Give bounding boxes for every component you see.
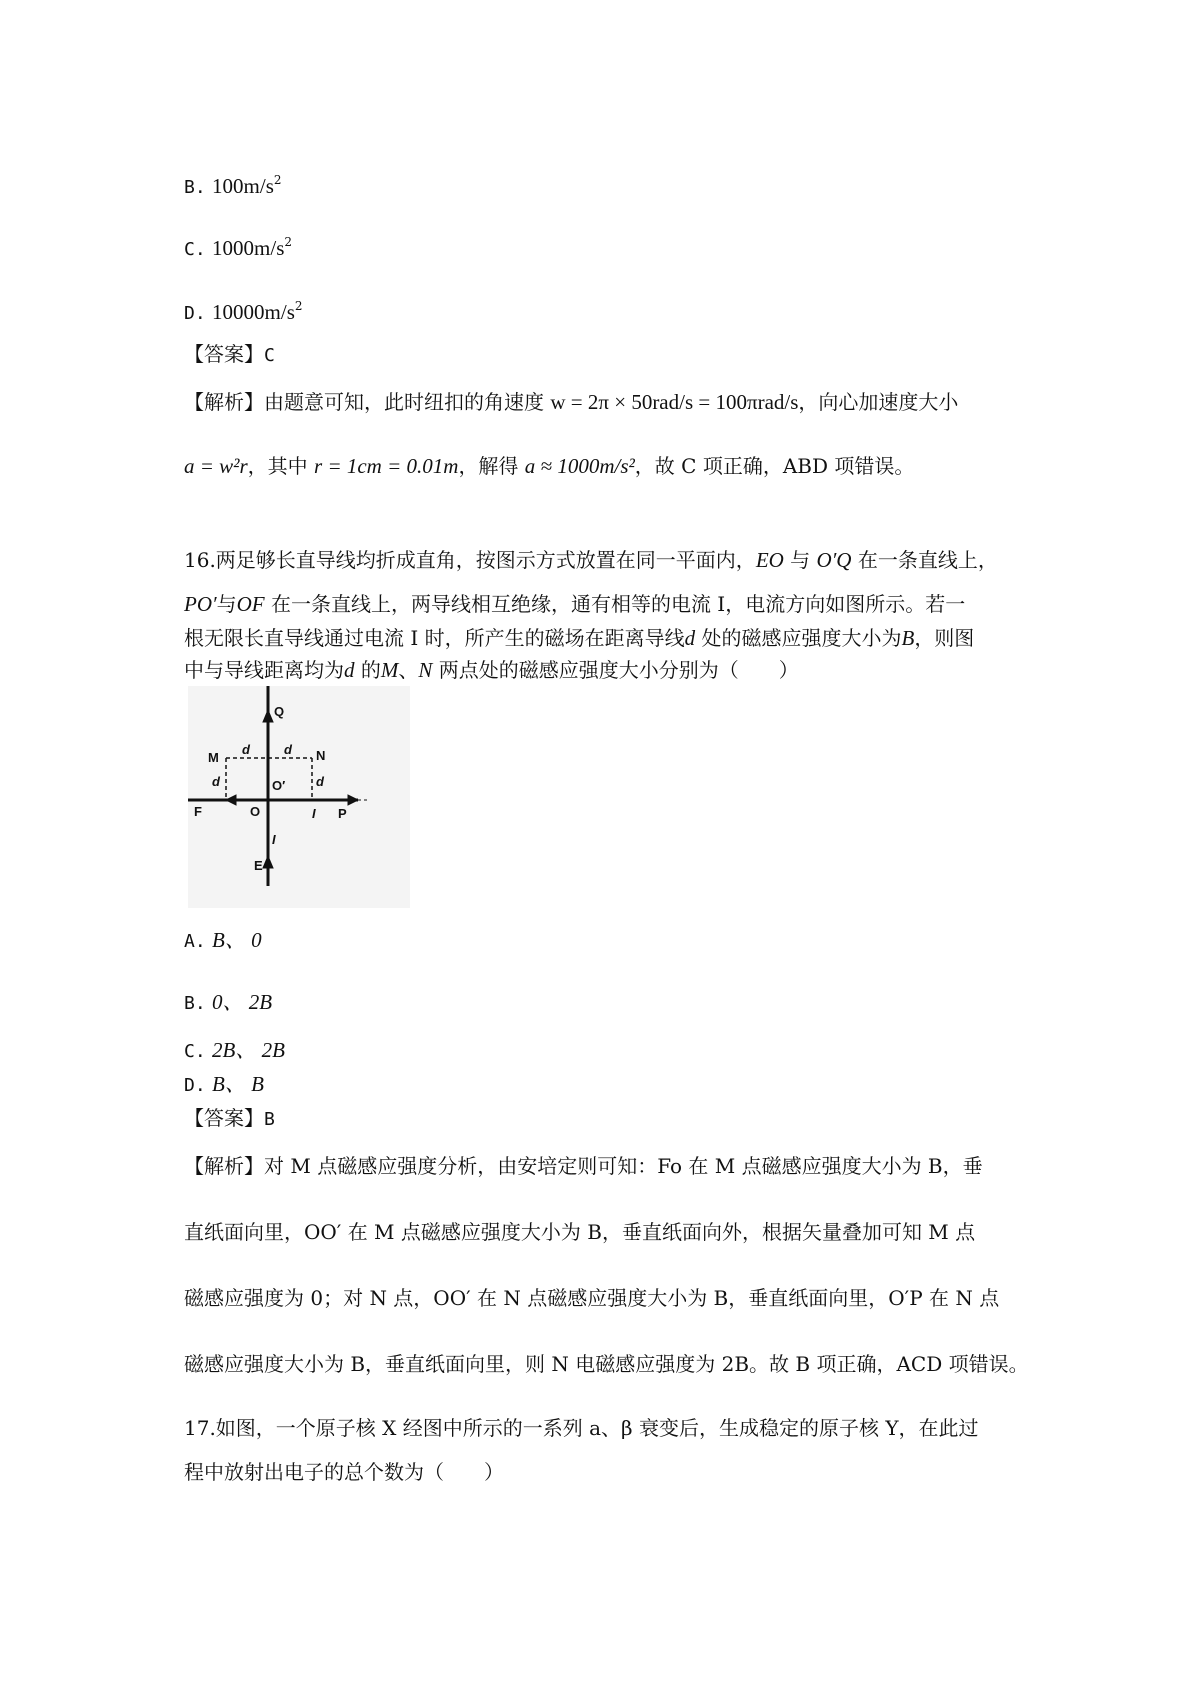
q17-stem-line-1: 17.如图，一个原子核 X 经图中所示的一系列 a、β 衰变后，生成稳定的原子核 Y，在此过: [184, 1416, 979, 1440]
math: B: [901, 626, 915, 650]
q15-answer: [184, 340, 275, 370]
q16-analysis-line-1: 【解析】对 M 点磁感应强度分析，由安培定则可知：Fo 在 M 点磁感应强度大小为 B，垂: [184, 1154, 983, 1178]
option-superscript: 2: [294, 299, 303, 313]
q16-analysis-line-4: 磁感应强度大小为 B，垂直纸面向里，则 N 电磁感应强度为 2B。故 B 项正确，ACD 项错误。: [184, 1352, 1029, 1376]
stem-text: 的: [360, 658, 381, 682]
q16-stem-line-2: [184, 590, 965, 618]
label-n: N: [316, 748, 326, 763]
math: EO: [755, 548, 784, 572]
stem-text: 处的磁感应强度大小为: [701, 626, 902, 650]
q16-option-a: [184, 926, 262, 956]
q16-option-b: [184, 988, 272, 1018]
analysis-text: ，解得: [458, 454, 519, 478]
stem-text: 与: [216, 592, 237, 616]
math: O′Q: [816, 548, 852, 572]
q17-stem-line-2: 程中放射出电子的总个数为（ ）: [184, 1460, 504, 1484]
q16-stem-line-4: [184, 656, 799, 684]
label-d: d: [242, 742, 250, 757]
q16-analysis-line-2: 直纸面向里，OO′ 在 M 点磁感应强度大小为 B，垂直纸面向外，根据矢量叠加可知 M 点: [184, 1220, 976, 1244]
label-p: P: [338, 806, 347, 821]
equation: a ≈ 1000m/s²: [524, 454, 635, 478]
label-m: M: [208, 750, 219, 765]
q16-option-c: [184, 1036, 285, 1066]
q16-stem-line-3: [184, 624, 974, 652]
option-value: B、 0: [212, 928, 262, 952]
analysis-text: ，向心加速度大小: [798, 390, 959, 414]
label-o: O: [250, 804, 261, 819]
stem-text: ，则图: [914, 626, 975, 650]
option-label: D.: [184, 303, 206, 324]
math: M: [380, 658, 399, 682]
option-superscript: 2: [273, 173, 282, 187]
q15-analysis-line-1: [184, 388, 958, 416]
q16-analysis-line-3: 磁感应强度为 0；对 N 点，OO′ 在 N 点磁感应强度大小为 B，垂直纸面向里，O′P 在 N 点: [184, 1286, 1000, 1310]
label-d: d: [316, 774, 324, 789]
arrow-up-bottom: [263, 856, 273, 868]
arrow-left: [226, 795, 236, 805]
label-d: d: [284, 742, 292, 757]
option-d: [184, 292, 303, 328]
option-label: B.: [184, 177, 206, 198]
answer-value: C: [264, 345, 275, 366]
stem-text: 中与导线距离均为: [184, 658, 344, 682]
arrow-up: [263, 710, 273, 722]
option-b: [184, 166, 282, 202]
analysis-text: 由题意可知，此时纽扣的角速度: [264, 390, 544, 414]
q16-option-d: [184, 1070, 264, 1100]
q16-stem-line-1: [184, 546, 998, 574]
answer-tag: 【答案】: [184, 342, 264, 366]
stem-text: 与: [790, 548, 811, 572]
option-label: A.: [184, 931, 206, 952]
option-value: B、 B: [212, 1072, 264, 1096]
arrow-right: [348, 795, 358, 805]
option-label: C.: [184, 239, 206, 260]
label-d: d: [212, 774, 220, 789]
stem-text: 在一条直线上，两导线相互绝缘，通有相等的电流 I，电流方向如图所示。若一: [270, 592, 966, 616]
math: PO′: [184, 592, 217, 616]
math: N: [418, 658, 433, 682]
label-i: I: [312, 806, 316, 821]
label-e: E: [254, 858, 263, 873]
label-q: Q: [274, 704, 285, 719]
wire-diagram-svg: [188, 686, 410, 908]
answer-tag: 【答案】: [184, 1106, 264, 1130]
equation: a = w²r: [184, 454, 248, 478]
math: d: [684, 626, 696, 650]
math: OF: [236, 592, 265, 616]
analysis-tag: 【解析】: [184, 390, 264, 414]
option-label: C.: [184, 1041, 206, 1062]
stem-text: 、: [398, 658, 419, 682]
equation: r = 1cm = 0.01m: [314, 454, 459, 478]
wire-diagram: [188, 686, 410, 908]
label-f: F: [194, 804, 202, 819]
analysis-text: ，其中: [247, 454, 308, 478]
option-value: 2B、 2B: [212, 1038, 285, 1062]
equation: w = 2π × 50rad/s = 100πrad/s: [550, 390, 799, 414]
analysis-text: ，故 C 项正确，ABD 项错误。: [634, 454, 915, 478]
option-value: 1000m/s: [212, 236, 285, 260]
answer-value: B: [264, 1109, 275, 1130]
stem-text: 16.两足够长直导线均折成直角，按图示方式放置在同一平面内，: [184, 548, 756, 572]
option-c: [184, 228, 292, 264]
math: d: [344, 658, 355, 682]
option-label: D.: [184, 1075, 206, 1096]
q15-analysis-line-2: [184, 452, 914, 480]
option-label: B.: [184, 993, 206, 1014]
label-o-prime: O′: [272, 778, 286, 793]
option-superscript: 2: [284, 235, 293, 249]
option-value: 10000m/s: [212, 300, 295, 324]
stem-text: 在一条直线上，: [857, 548, 998, 572]
q16-answer: [184, 1104, 275, 1134]
option-value: 100m/s: [212, 174, 274, 198]
stem-text: 两点处的磁感应强度大小分别为（ ）: [438, 658, 799, 682]
stem-text: 根无限长直导线通过电流 I 时，所产生的磁场在距离导线: [184, 626, 685, 650]
option-value: 0、 2B: [212, 990, 273, 1014]
label-i: I: [272, 832, 276, 847]
